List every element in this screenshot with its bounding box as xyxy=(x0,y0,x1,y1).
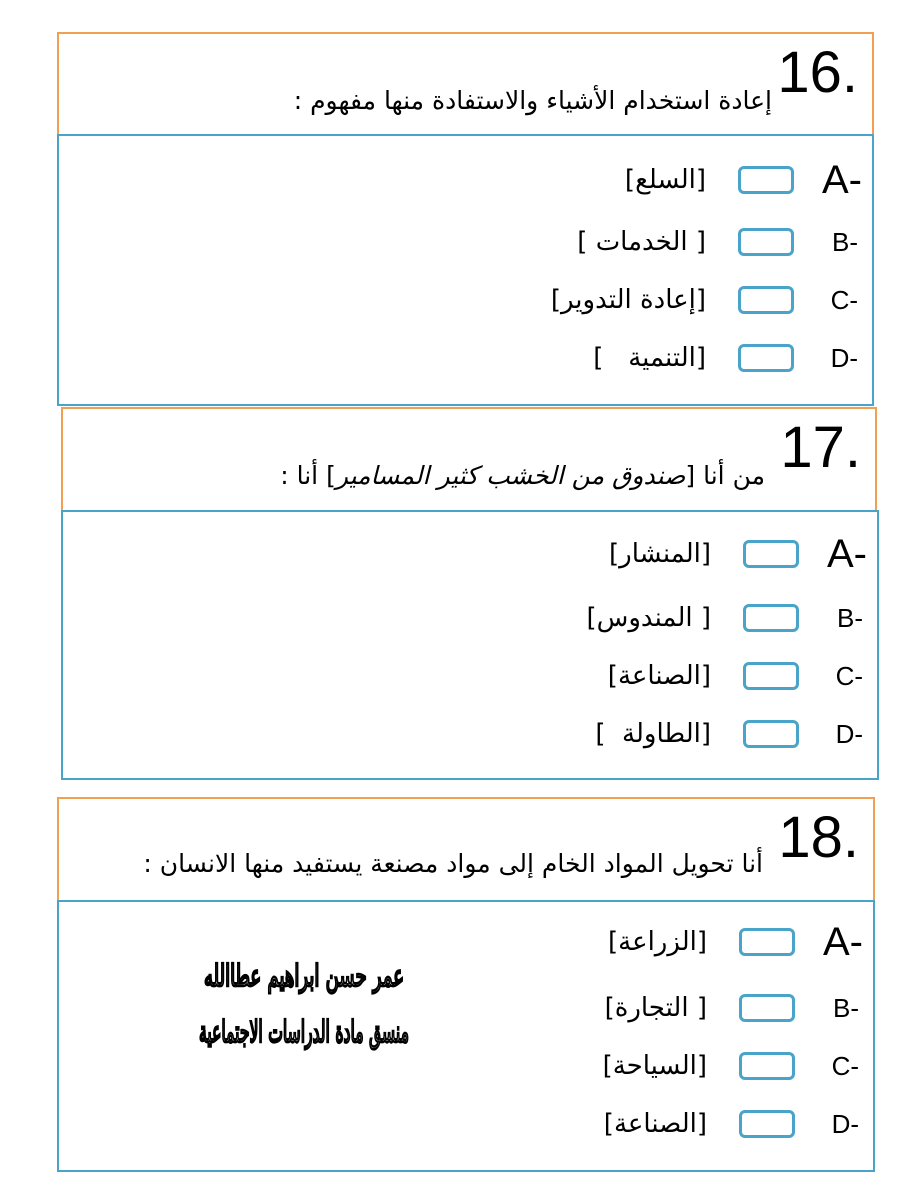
option-letter: A- xyxy=(822,158,862,202)
question-16-header xyxy=(57,32,874,136)
option-letter: B- xyxy=(833,993,859,1023)
question-17-text-prefix: من أنا [ xyxy=(685,461,765,490)
question-18-header xyxy=(57,797,875,903)
answer-checkbox[interactable] xyxy=(743,662,799,690)
option-label: [ المندوس] xyxy=(586,603,711,633)
option-label: [ التجارة] xyxy=(604,993,707,1023)
option-17-a xyxy=(63,534,877,574)
question-18-options xyxy=(57,900,875,1172)
option-label: [إعادة التدوير] xyxy=(550,285,706,315)
signature-line-1: عمر حسن ابراهيم عطاالله xyxy=(204,959,404,994)
answer-checkbox[interactable] xyxy=(743,540,799,568)
option-letter: D- xyxy=(835,719,863,749)
question-17-text-italic: صندوق من الخشب كثير المسامير xyxy=(335,461,686,490)
question-16-number: 16. xyxy=(777,40,858,105)
question-18-number: 18. xyxy=(778,805,859,870)
option-label: [المنشار] xyxy=(609,539,711,569)
option-letter: D- xyxy=(830,343,858,373)
question-17-text-suffix: ] أنا : xyxy=(280,461,336,490)
answer-checkbox[interactable] xyxy=(743,604,799,632)
option-letter: C- xyxy=(830,285,858,315)
answer-checkbox[interactable] xyxy=(738,228,794,256)
option-16-b xyxy=(59,222,872,262)
answer-checkbox[interactable] xyxy=(738,166,794,194)
option-16-a xyxy=(59,160,872,200)
question-17-options xyxy=(61,510,879,780)
option-17-c xyxy=(63,656,877,696)
option-label: [السياحة] xyxy=(602,1051,707,1081)
option-16-c xyxy=(59,280,872,320)
question-17-text xyxy=(280,461,765,490)
question-17-number: 17. xyxy=(780,415,861,480)
answer-checkbox[interactable] xyxy=(738,344,794,372)
option-17-b xyxy=(63,598,877,638)
option-letter: B- xyxy=(832,227,858,257)
option-18-a xyxy=(59,922,873,962)
option-letter: D- xyxy=(831,1109,859,1139)
option-letter: C- xyxy=(831,1051,859,1081)
option-label: [الزراعة] xyxy=(607,927,707,957)
answer-checkbox[interactable] xyxy=(738,286,794,314)
option-18-b xyxy=(59,988,873,1028)
option-label: [التنمية ] xyxy=(593,343,706,373)
option-label: [السلع] xyxy=(624,165,706,195)
question-16-text: إعادة استخدام الأشياء والاستفادة منها مفهوم : xyxy=(293,86,772,115)
option-18-c xyxy=(59,1046,873,1086)
option-label: [الصناعة] xyxy=(603,1109,707,1139)
answer-checkbox[interactable] xyxy=(739,928,795,956)
signature-stamp xyxy=(196,946,412,1058)
option-letter: B- xyxy=(837,603,863,633)
question-17-header xyxy=(61,407,877,513)
option-letter: C- xyxy=(835,661,863,691)
option-label: [ الخدمات ] xyxy=(577,227,706,257)
answer-checkbox[interactable] xyxy=(743,720,799,748)
option-label: [الطاولة ] xyxy=(595,719,711,749)
option-16-d xyxy=(59,338,872,378)
question-16-options xyxy=(57,134,874,406)
option-letter: A- xyxy=(827,532,867,576)
option-label: [الصناعة] xyxy=(607,661,711,691)
option-18-d xyxy=(59,1104,873,1144)
option-17-d xyxy=(63,714,877,754)
signature-line-2: منسق مادة الدراسات الاجتماعية xyxy=(199,1015,409,1050)
answer-checkbox[interactable] xyxy=(739,1110,795,1138)
question-18-text: أنا تحويل المواد الخام إلى مواد مصنعة يستفيد منها الانسان : xyxy=(143,849,763,878)
option-letter: A- xyxy=(823,920,863,964)
answer-checkbox[interactable] xyxy=(739,994,795,1022)
answer-checkbox[interactable] xyxy=(739,1052,795,1080)
